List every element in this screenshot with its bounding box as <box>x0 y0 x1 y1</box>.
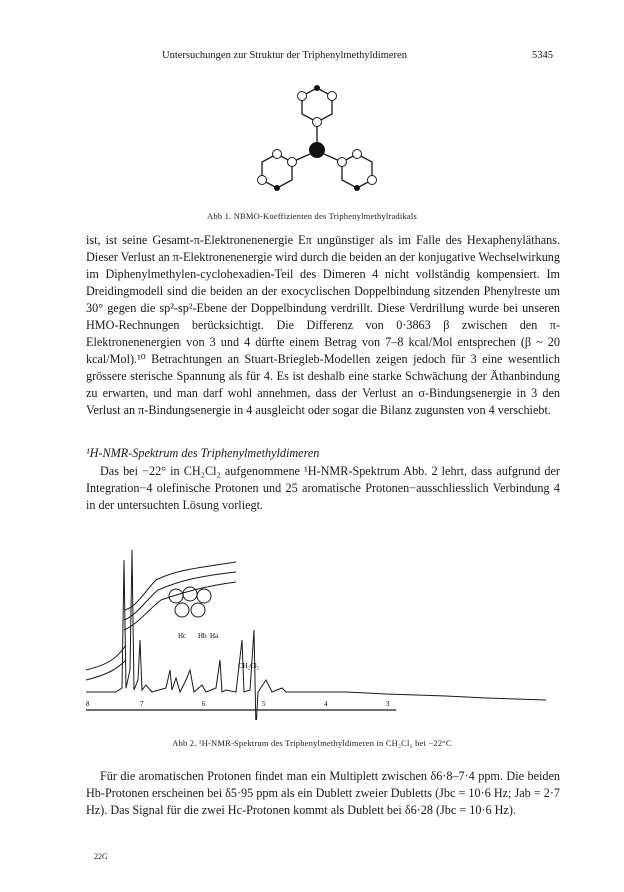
hb-label: Hb <box>198 632 207 640</box>
tick-7: 7 <box>140 700 144 708</box>
paragraph-1 <box>86 232 560 419</box>
section-paragraph: Das bei −22° in CH₂Cl₂ aufgenommene ¹H-NMR-Spektrum Abb. 2 lehrt, dass aufgrund der Integration−4 olefinische Protonen und 25 aromatische Protonen−ausschliesslich Verbindung 4 in der untersuchten Lösung vorliegt. <box>86 464 560 512</box>
axis-ticks <box>86 700 390 708</box>
section-paragraph-block <box>86 463 560 514</box>
paragraph-2: Für die aromatischen Protonen findet man ein Multiplett zwischen δ6·8–7·4 ppm. Die beiden Hb-Protonen erscheinen bei δ5·95 ppm als ein Dublett zweier Dubletts (Jbc = 10·6 Hz; Jab = 2·7 Hz). Das Signal für die zwei Hc-Protonen kommt als Dublett bei δ6·28 (Jbc = 10·6 Hz). <box>86 769 560 817</box>
nmr-spectrum <box>86 520 546 720</box>
footer-mark: 22G <box>94 852 108 861</box>
tick-3: 3 <box>386 700 390 708</box>
tick-4: 4 <box>324 700 328 708</box>
hc-label: Hc <box>178 632 187 640</box>
solvent-peak-label: CH₂Cl₂ <box>238 662 260 670</box>
paragraph-1-text: ist, ist seine Gesamt-π-Elektronenenergie Eπ ungünstiger als im Falle des Hexaphenyläthans. Dieser Verlust an π-Elektronenenergie wird durch die beiden an der konjugative Wechselwirkung im Diphenylmethylen-cyclohexadien-Teil des Dimeren 4 nicht vollständig kompensiert. Im Dreidingmodell sind die beiden an der exocyclischen Doppelbindung sitzenden Phenylreste um 30° gegen die sp²-sp²-Ebene der Doppelbindung verdrillt. Diese Verdrillung wurde bei unseren HMO-Rechnungen berücksichtigt. Die Differenz von 0·3863 β zwischen den π-Elektronenenergien von 3 und 4 dürfte einem Betrag von 7–8 kcal/Mol entsprechen (β ~ 20 kcal/Mol).¹⁰ Betrachtungen an Stuart-Briegleb-Modellen zeigen jedoch für 3 eine wesentlich grössere sterische Spannung als für 4. Es ist deshalb eine starke Schwächung der Äthanbindung zu erwarten, und man darf wohl annehmen, dass der Verlust an σ-Bindungsenergie in 3 den Verlust an π-Bindungsenergie in 4 ausgleicht oder sogar die Bilanz zugunsten von 4 verschiebt. <box>86 233 560 417</box>
page-number: 5345 <box>532 50 553 61</box>
nmr-proton-labels <box>178 632 219 640</box>
tick-6: 6 <box>202 700 206 708</box>
nbmo-diagram <box>252 84 382 194</box>
section-heading: ¹H-NMR-Spektrum des Triphenylmethyldimeren <box>86 446 320 460</box>
central-carbon-orbital <box>309 142 325 158</box>
figure2-caption: Abb 2. ¹H-NMR-Spektrum des Triphenylmethyldimeren in CH₂Cl₂ bei −22°C <box>172 738 452 748</box>
ha-label: Ha <box>210 632 219 640</box>
tick-5: 5 <box>262 700 266 708</box>
figure1-caption: Abb 1. NBMO-Koeffizienten des Triphenylmethylradikals <box>207 211 417 221</box>
tick-8: 8 <box>86 700 90 708</box>
paragraph-2-block <box>86 768 560 819</box>
running-title: Untersuchungen zur Struktur der Triphenylmethyldimeren <box>162 50 407 61</box>
